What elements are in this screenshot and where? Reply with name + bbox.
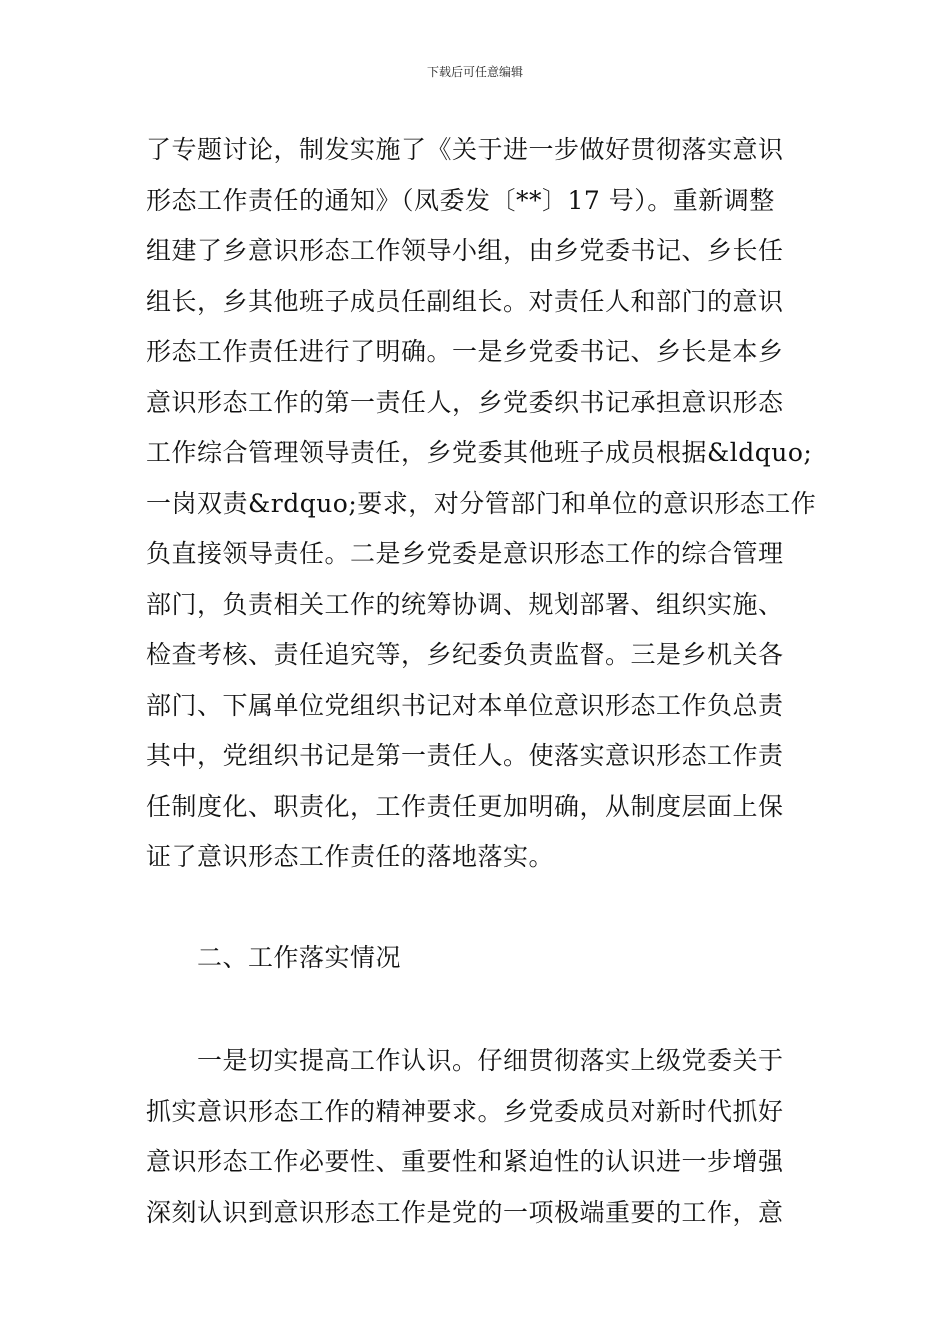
page-header: 下载后可任意编辑 xyxy=(426,65,523,79)
paragraph-spacer xyxy=(146,883,806,933)
document-body xyxy=(146,125,817,1238)
text-line: 了专题讨论，制发实施了《关于进一步做好贯彻落实意识 xyxy=(146,135,784,164)
text-line: 一是切实提高工作认识。仔细贯彻落实上级党委关于 xyxy=(146,1046,784,1075)
text-line: 一岗双责&rdquo;要求，对分管部门和单位的意识形态工作 xyxy=(146,488,817,518)
section-heading xyxy=(146,933,806,984)
paragraph-responsibility xyxy=(146,125,817,883)
text-line: 证了意识形态工作责任的落地落实。 xyxy=(146,842,555,871)
text-line: 形态工作责任的通知》（凤委发〔**〕17 号）。重新调整 xyxy=(146,185,775,215)
text-line: 深刻认识到意识形态工作是党的一项极端重要的工作，意 xyxy=(146,1197,784,1227)
text-line: 工作综合管理领导责任，乡党委其他班子成员根据&ldquo; xyxy=(146,438,813,467)
text-line: 部门、下属单位党组织书记对本单位意识形态工作负总责 xyxy=(146,690,784,720)
text-line: 检查考核、责任追究等，乡纪委负责监督。三是乡机关各 xyxy=(146,640,784,669)
text-line: 意识形态工作必要性、重要性和紧迫性的认识进一步增强 xyxy=(146,1147,784,1176)
text-line: 任制度化、职责化，工作责任更加明确，从制度层面上保 xyxy=(146,791,784,821)
text-line: 部门，负责相关工作的统筹协调、规划部署、组织实施、 xyxy=(146,589,784,619)
section-heading-text: 二、工作落实情况 xyxy=(146,942,402,972)
text-line: 负直接领导责任。二是乡党委是意识形态工作的综合管理 xyxy=(146,539,784,568)
paragraph-spacer xyxy=(146,983,806,1036)
text-line: 意识形态工作的第一责任人，乡党委织书记承担意识形态 xyxy=(146,387,784,417)
text-line: 组建了乡意识形态工作领导小组，由乡党委书记、乡长任 xyxy=(146,236,784,265)
text-line: 抓实意识形态工作的精神要求。乡党委成员对新时代抓好 xyxy=(146,1096,784,1126)
paragraph-work-awareness xyxy=(146,1036,806,1238)
text-line: 其中，党组织书记是第一责任人。使落实意识形态工作责 xyxy=(146,741,784,770)
text-line: 形态工作责任进行了明确。一是乡党委书记、乡长是本乡 xyxy=(146,337,784,366)
text-line: 组长，乡其他班子成员任副组长。对责任人和部门的意识 xyxy=(146,286,784,316)
